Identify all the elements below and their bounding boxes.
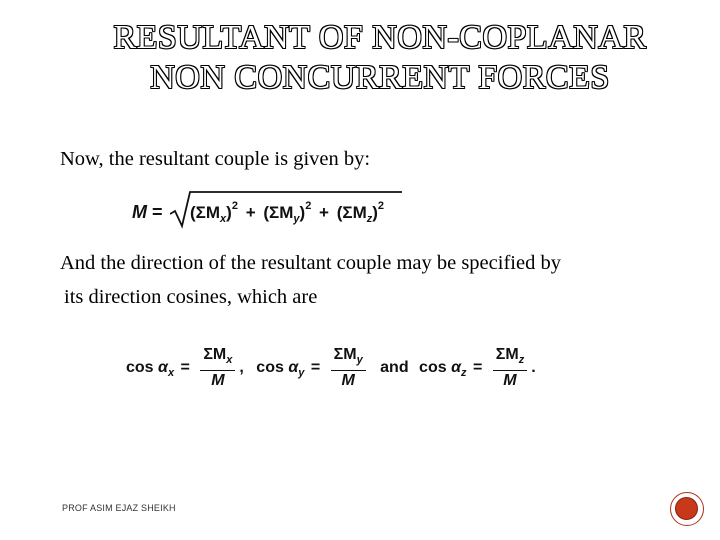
and-word: and (380, 359, 409, 377)
cos-x-group: $\cos \alpha_x$ = $\frac{\Sigma M_x}{M}$ , (126, 346, 244, 389)
cos-y-group: $\cos \alpha_y$ = $\frac{\Sigma M_y}{M}$ (256, 359, 374, 376)
equation-direction-cosines (126, 345, 536, 397)
eq1-radicand (190, 200, 384, 225)
footer-author: PROF ASIM EJAZ SHEIKH (62, 503, 176, 513)
eq1-plus-1: + (245, 203, 256, 222)
cos-z-group: $\cos \alpha_z$ = $\frac{\Sigma M_z}{M}$ . (419, 346, 536, 389)
paragraph-direction-cosines (60, 246, 561, 314)
circle-button-inner (675, 497, 698, 520)
fraction-z: $\frac{\Sigma M_z}{M}$ (493, 345, 527, 391)
eq1-term-z: $(\Sigma M_z)^2$ (336, 200, 385, 225)
paragraph2-line-2: its direction cosines, which are (64, 286, 318, 308)
circle-button-icon[interactable] (670, 492, 704, 526)
eq1-equals: = (152, 202, 163, 222)
eq1-term-x: $(\Sigma M_x)^2$ (190, 200, 238, 225)
fraction-y: $\frac{\Sigma M_y}{M}$ (331, 345, 366, 391)
eq1-plus-2: + (319, 203, 329, 222)
slide-title (60, 18, 700, 98)
title-line-2: NON CONCURRENT FORCES (150, 59, 610, 96)
fraction-x: $\frac{\Sigma M_x}{M}$ (200, 345, 235, 391)
paragraph-resultant-couple: Now, the resultant couple is given by: (60, 148, 371, 170)
title-line-1: RESULTANT OF NON-COPLANAR (113, 19, 647, 56)
eq1-term-y: $(\Sigma M_y)^2$ (263, 200, 312, 225)
paragraph2-line-1: And the direction of the resultant couple may be specified by (60, 252, 561, 274)
eq1-lhs: M (132, 202, 147, 222)
